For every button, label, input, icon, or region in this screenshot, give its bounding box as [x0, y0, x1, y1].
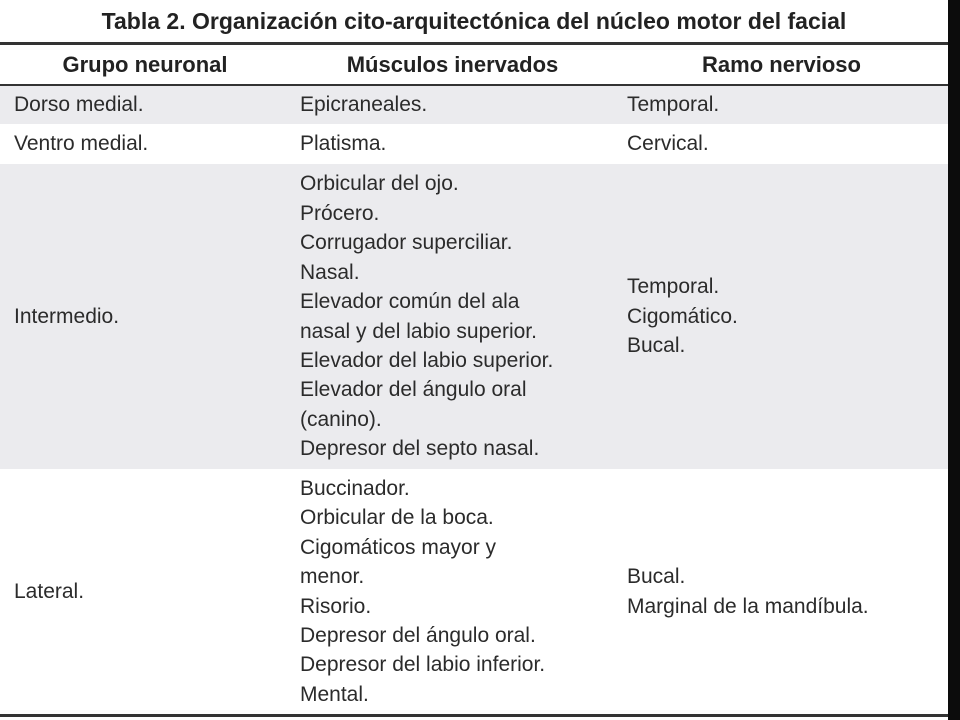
group-label: Intermedio.	[14, 304, 120, 328]
branch-item: Cervical.	[627, 132, 709, 156]
table-row	[0, 86, 948, 124]
table-row	[0, 124, 948, 164]
muscle-item: Elevador común del ala	[300, 290, 520, 314]
branch-item: Temporal.	[627, 93, 720, 117]
branch-item: Bucal.	[627, 565, 686, 589]
table-row	[0, 164, 948, 469]
cell-branches	[627, 164, 947, 469]
table-title: Tabla 2. Organización cito-arquitectónica del núcleo motor del facial	[101, 8, 847, 34]
group-label: Lateral.	[14, 579, 85, 603]
table-row	[0, 469, 948, 714]
branch-item: Bucal.	[627, 334, 686, 358]
group-label: Dorso medial.	[14, 93, 144, 117]
cell-group	[14, 469, 284, 714]
cell-muscles	[300, 164, 620, 469]
muscle-item: Elevador del labio superior.	[300, 348, 554, 372]
branch-item: Temporal.	[627, 275, 720, 299]
cell-muscles	[300, 469, 620, 714]
muscle-item: Mental.	[300, 682, 369, 706]
group-label: Ventro medial.	[14, 132, 149, 156]
muscle-item: Risorio.	[300, 594, 372, 618]
muscle-item: menor.	[300, 565, 365, 589]
cell-group	[14, 86, 284, 124]
cell-group	[14, 164, 284, 469]
cell-muscles	[300, 124, 620, 164]
muscle-item: Elevador del ángulo oral	[300, 378, 527, 402]
cell-branches	[627, 469, 947, 714]
cell-muscles	[300, 86, 620, 124]
muscle-item: Depresor del septo nasal.	[300, 437, 540, 461]
cell-branches	[627, 124, 947, 164]
table-bottom-rule	[0, 714, 948, 717]
muscle-item: Orbicular del ojo.	[300, 172, 459, 196]
branch-item: Cigomático.	[627, 304, 738, 328]
muscle-item: Prócero.	[300, 201, 380, 225]
muscle-item: Depresor del ángulo oral.	[300, 623, 536, 647]
branch-item: Marginal de la mandíbula.	[627, 594, 869, 618]
muscle-item: nasal y del labio superior.	[300, 319, 537, 343]
muscle-item: Platisma.	[300, 132, 387, 156]
muscle-item: Nasal.	[300, 260, 360, 284]
muscle-item: Epicraneales.	[300, 93, 428, 117]
cell-branches	[627, 86, 947, 124]
table-header-row	[0, 45, 948, 84]
muscle-item: Buccinador.	[300, 476, 410, 500]
muscle-item: Orbicular de la boca.	[300, 506, 494, 530]
header-grupo-neuronal: Grupo neuronal	[62, 52, 228, 77]
cell-group	[14, 124, 284, 164]
muscle-item: Corrugador superciliar.	[300, 231, 513, 255]
muscle-item: (canino).	[300, 407, 382, 431]
muscle-item: Depresor del labio inferior.	[300, 653, 546, 677]
header-ramo-nervioso: Ramo nervioso	[702, 52, 861, 77]
screen-edge-band	[948, 0, 960, 720]
muscle-item: Cigomáticos mayor y	[300, 535, 497, 559]
header-musculos-inervados: Músculos inervados	[346, 52, 559, 77]
